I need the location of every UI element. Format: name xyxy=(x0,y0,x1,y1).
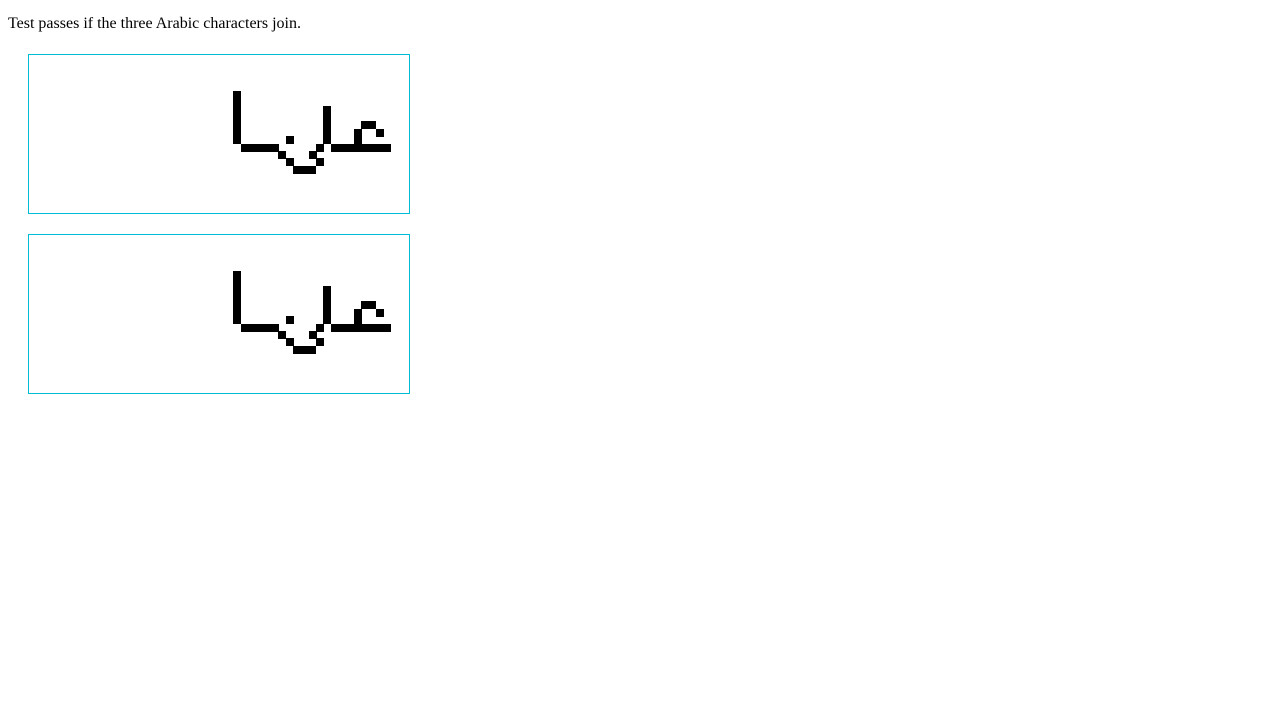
glyph-stroke xyxy=(293,166,316,174)
glyph-stroke xyxy=(316,144,324,152)
glyph-stroke xyxy=(376,129,384,137)
glyph-stroke xyxy=(293,346,316,354)
glyph-stroke xyxy=(233,271,241,324)
glyph-stroke xyxy=(331,324,391,332)
glyph-stroke xyxy=(361,121,376,129)
arabic-pixel-glyphs xyxy=(29,55,409,213)
glyph-stroke xyxy=(316,338,324,346)
glyph-stroke xyxy=(376,309,384,317)
glyph-stroke xyxy=(278,331,286,339)
arabic-pixel-glyphs xyxy=(29,235,409,393)
glyph-stroke xyxy=(286,338,294,346)
glyph-stroke xyxy=(316,158,324,166)
glyph-stroke xyxy=(309,331,317,339)
test-box xyxy=(28,234,410,394)
glyph-stroke xyxy=(323,106,331,144)
glyph-stroke xyxy=(354,309,362,324)
glyph-stroke xyxy=(286,158,294,166)
glyph-stroke xyxy=(241,324,279,332)
glyph-stroke xyxy=(233,91,241,144)
glyph-stroke xyxy=(309,151,317,159)
glyph-stroke xyxy=(286,316,294,324)
glyph-stroke xyxy=(323,286,331,324)
reference-box xyxy=(28,54,410,214)
glyph-stroke xyxy=(331,144,391,152)
glyph-stroke xyxy=(286,136,294,144)
glyph-stroke xyxy=(361,301,376,309)
glyph-stroke xyxy=(278,151,286,159)
glyph-stroke xyxy=(241,144,279,152)
glyph-stroke xyxy=(354,129,362,144)
test-instruction: Test passes if the three Arabic characters join. xyxy=(8,15,301,32)
glyph-stroke xyxy=(316,324,324,332)
